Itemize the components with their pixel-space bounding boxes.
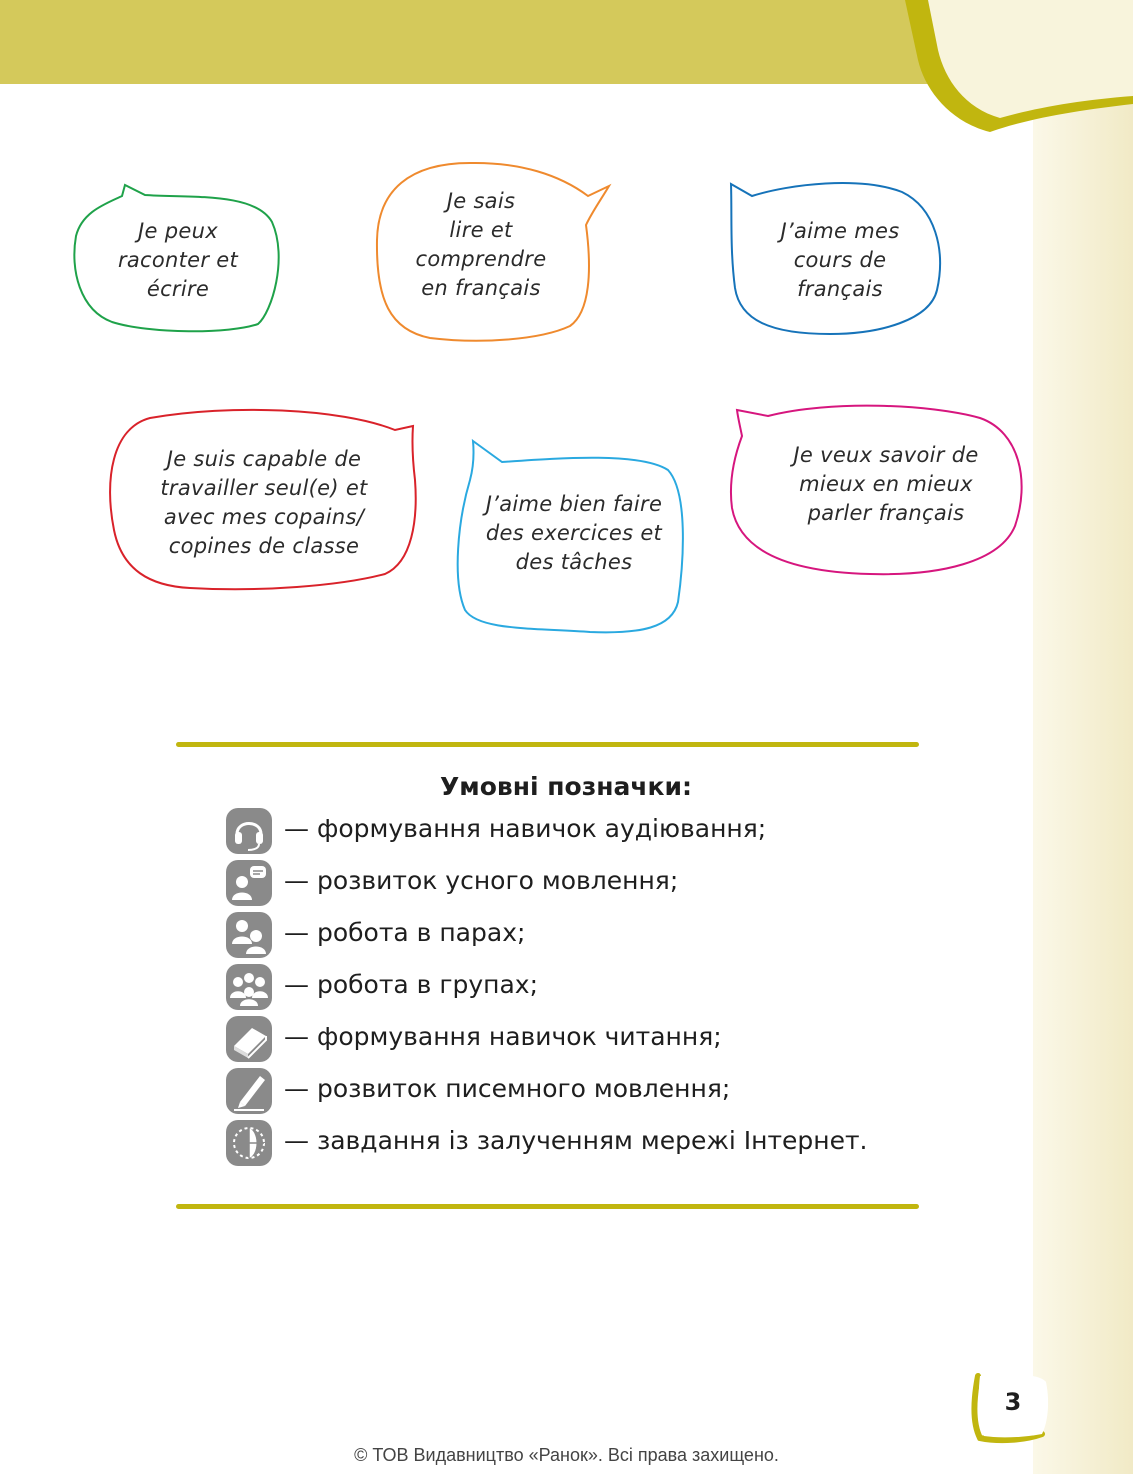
legend-item-internet	[226, 1120, 926, 1168]
legend-item-pairs	[226, 912, 926, 960]
bubble-magenta-text: Je veux savoir de mieux en mieux parler français	[793, 443, 979, 525]
copyright-footer: © ТОВ Видавництво «Ранок». Всі права захищено.	[354, 1445, 779, 1465]
top-header-band	[0, 0, 1133, 140]
bubble-orange-text: Je sais lire et comprendre en français	[415, 189, 547, 300]
legend-text-speaking: — розвиток усного мовлення;	[284, 866, 679, 895]
legend-text-pairs: — робота в парах;	[284, 918, 526, 947]
legend-text-reading: — формування навичок читання;	[284, 1022, 722, 1051]
bubble-red-text: Je suis capable de travailler seul(e) et avec mes copains/ copines de classe	[160, 447, 368, 558]
legend-title: Умовні позначки:	[440, 772, 693, 801]
legend-item-reading	[226, 1016, 926, 1064]
headphones-icon	[226, 808, 272, 854]
book-icon	[226, 1016, 272, 1062]
legend-top-rule	[176, 742, 919, 747]
pencil-icon	[226, 1068, 272, 1114]
pair-icon	[226, 912, 272, 958]
legend-text-groups: — робота в групах;	[284, 970, 539, 999]
legend-text-internet: — завдання із залученням мережі Інтернет.	[284, 1126, 868, 1155]
legend-item-listening	[226, 808, 926, 856]
legend-item-speaking	[226, 860, 926, 908]
page-number: 3	[1004, 1388, 1022, 1416]
legend-bottom-rule	[176, 1204, 919, 1209]
legend-item-groups	[226, 964, 926, 1012]
legend-item-writing	[226, 1068, 926, 1116]
legend-text-listening: — формування навичок аудіювання;	[284, 814, 767, 843]
globe-icon	[226, 1120, 272, 1166]
group-icon	[226, 964, 272, 1010]
bubble-green-text: Je peux raconter et écrire	[117, 219, 239, 301]
legend-text-writing: — розвиток писемного мовлення;	[284, 1074, 731, 1103]
bubble-cyan-text: J’aime bien faire des exercices et des tâches	[485, 492, 663, 574]
bubble-blue-text: J’aime mes cours de français	[780, 219, 900, 301]
speaking-person-icon	[226, 860, 272, 906]
